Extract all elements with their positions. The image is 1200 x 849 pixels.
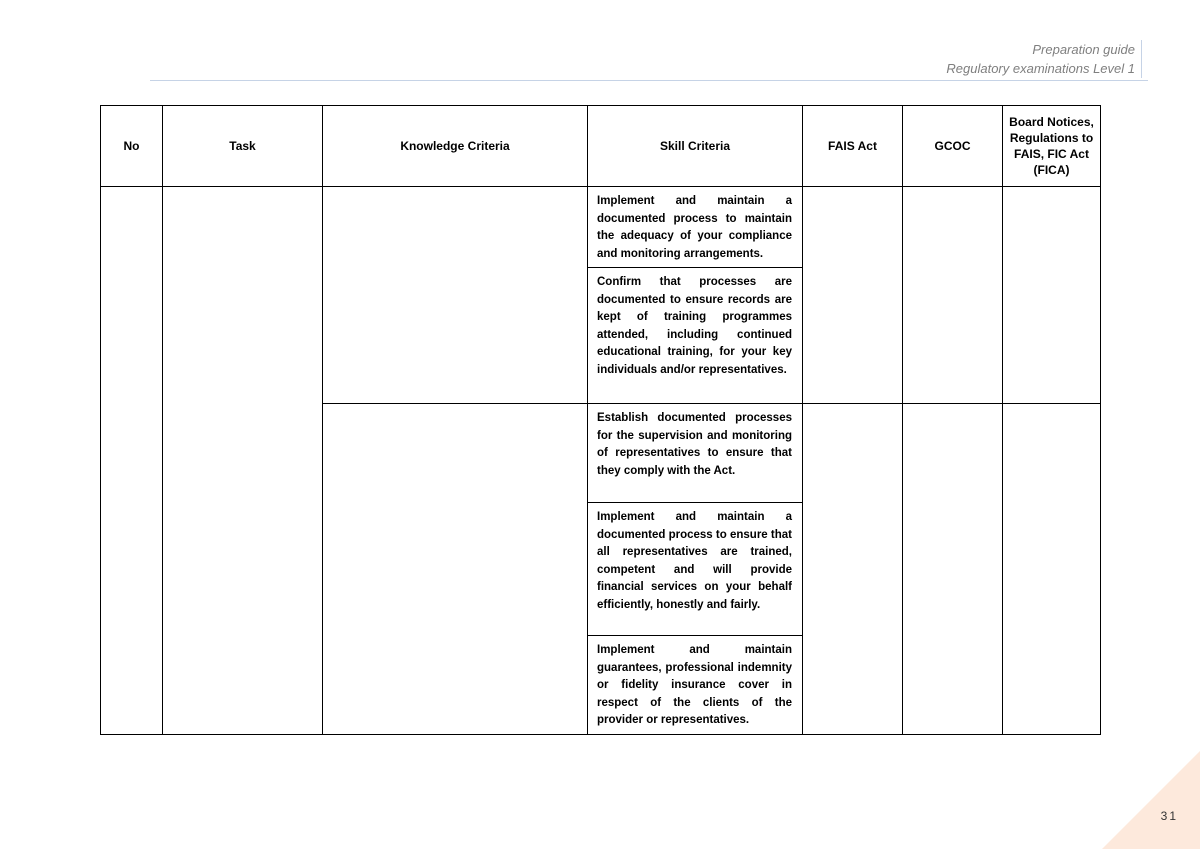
cell-skill-criteria <box>588 187 803 268</box>
cell-knowledge-criteria <box>323 404 588 735</box>
header-divider <box>150 80 1148 81</box>
skill-text: Implement and maintain guarantees, professional indemnity or fidelity insurance cover in respect of the clients of the provider or representatives. <box>597 644 792 726</box>
cell-knowledge-criteria <box>323 187 588 404</box>
table-row <box>101 187 1101 268</box>
cell-skill-criteria <box>588 268 803 404</box>
column-header-task: Task <box>163 106 323 187</box>
cell-skill-criteria <box>588 503 803 636</box>
cell-fais-act <box>803 187 903 404</box>
cell-board-notices <box>1003 404 1101 735</box>
cell-fais-act <box>803 404 903 735</box>
cell-gcoc <box>903 187 1003 404</box>
column-header-fais-act: FAIS Act <box>803 106 903 187</box>
column-header-board-notices: Board Notices, Regulations to FAIS, FIC Act (FICA) <box>1003 106 1101 187</box>
page-header <box>946 40 1142 78</box>
cell-skill-criteria <box>588 404 803 503</box>
skill-text: Establish documented processes for the supervision and monitoring of representatives to ensure that they comply with the Act. <box>597 412 792 477</box>
column-header-no: No <box>101 106 163 187</box>
column-header-knowledge-criteria: Knowledge Criteria <box>323 106 588 187</box>
header-subtitle: Regulatory examinations Level 1 <box>946 61 1135 76</box>
cell-no <box>101 187 163 735</box>
header-title: Preparation guide <box>1032 42 1135 57</box>
page-number: 31 <box>1160 809 1178 823</box>
skill-text: Implement and maintain a documented process to ensure that all representatives are trained, competent and will provide financial services on your behalf efficiently, honestly and fairly. <box>597 511 792 611</box>
skill-text: Confirm that processes are documented to ensure records are kept of training programmes attended, including continued educational training, for your key individuals and/or representatives. <box>597 276 792 376</box>
cell-skill-criteria <box>588 636 803 735</box>
table-header-row <box>101 106 1101 187</box>
cell-board-notices <box>1003 187 1101 404</box>
skill-text: Implement and maintain a documented process to maintain the adequacy of your compliance and monitoring arrangements. <box>597 195 792 260</box>
cell-gcoc <box>903 404 1003 735</box>
column-header-gcoc: GCOC <box>903 106 1003 187</box>
corner-decoration <box>1102 751 1200 849</box>
criteria-table <box>100 105 1101 735</box>
cell-task <box>163 187 323 735</box>
column-header-skill-criteria: Skill Criteria <box>588 106 803 187</box>
